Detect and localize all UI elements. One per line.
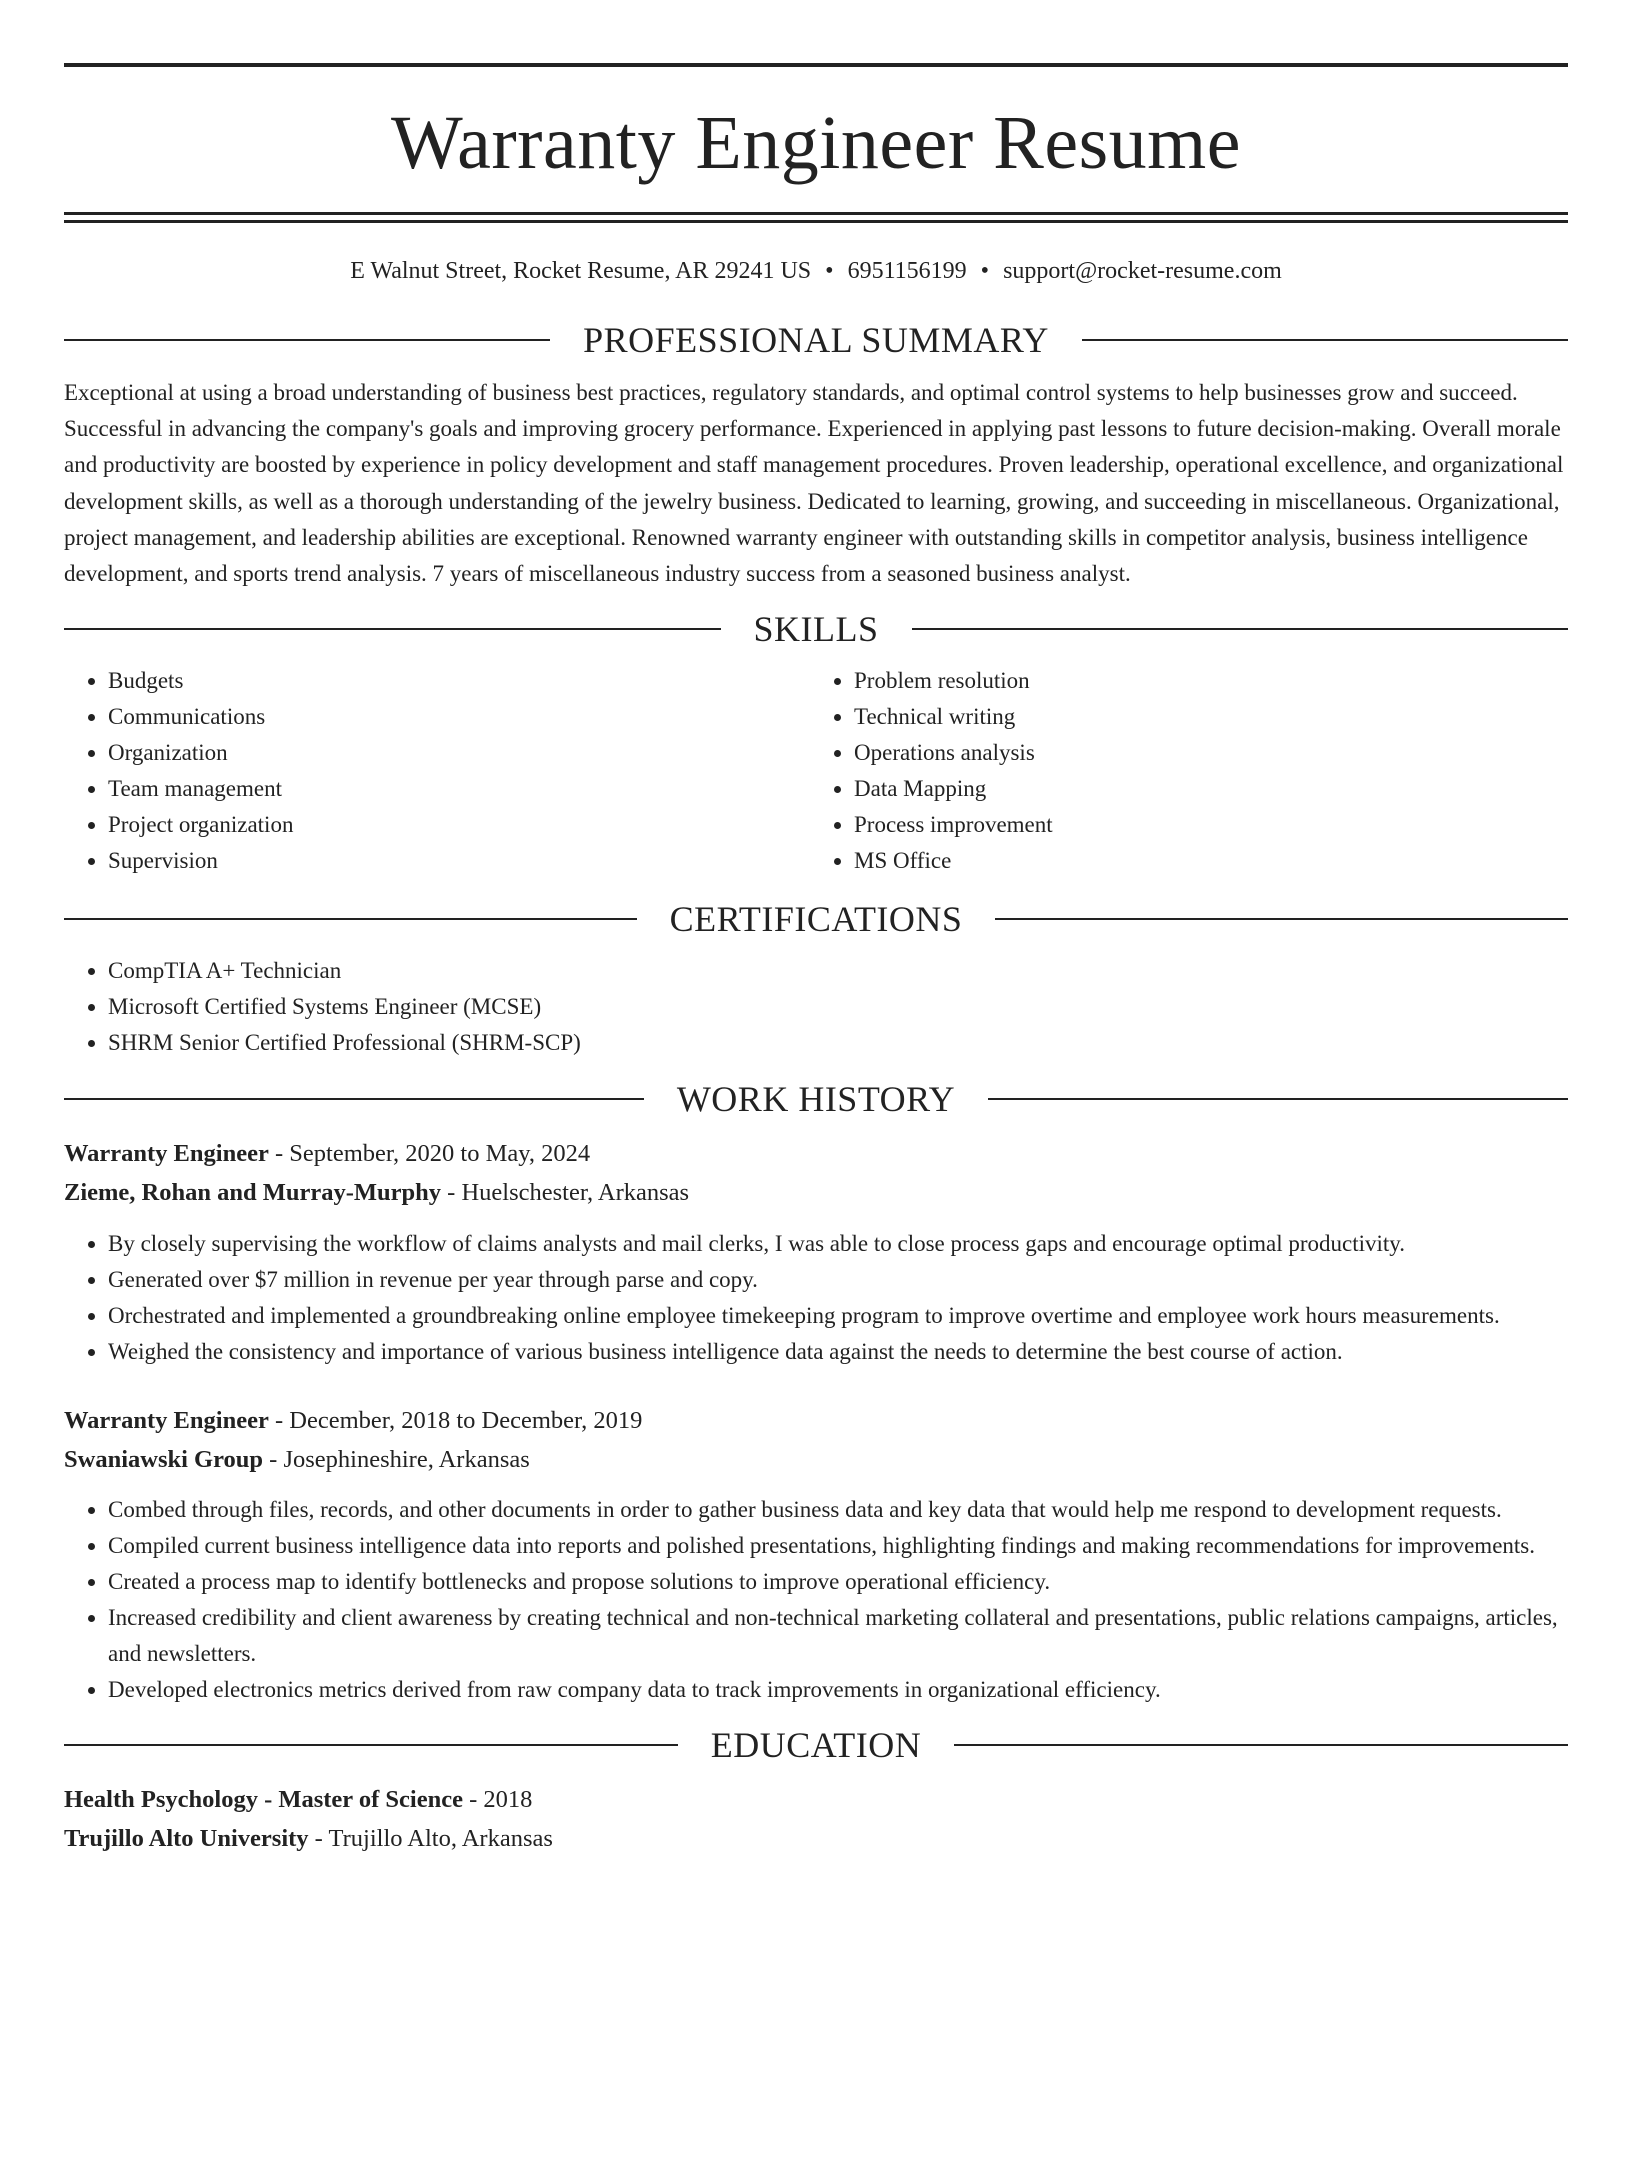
job-company: Zieme, Rohan and Murray-Murphy (64, 1178, 442, 1206)
job-location: Huelschester, Arkansas (461, 1178, 690, 1206)
skill-item: • Organization (108, 735, 816, 771)
skills-heading-label: SKILLS (753, 608, 879, 649)
skills-column-right (816, 663, 1568, 879)
heading-rule-right (988, 1098, 1568, 1100)
job-bullet: • Combed through files, records, and other documents in order to gather business data and key data that would help me respond to development requests. (108, 1492, 1568, 1528)
heading-rule-right (912, 628, 1569, 630)
job-dates: September, 2020 to May, 2024 (289, 1139, 591, 1167)
education-heading (64, 1724, 1568, 1765)
job-bullet: • Orchestrated and implemented a groundbreaking online employee timekeeping program to improve overtime and employee work hours measurements. (108, 1298, 1568, 1334)
job-title: Warranty Engineer (64, 1406, 269, 1434)
skill-item: • Technical writing (854, 699, 1568, 735)
heading-rule-left (64, 918, 637, 920)
heading-rule-left (64, 1744, 678, 1746)
job-bullets (64, 1226, 1568, 1370)
skills-heading (64, 608, 1568, 649)
contact-separator: • (825, 258, 834, 284)
heading-rule-left (64, 628, 721, 630)
job-entry (64, 1134, 1568, 1370)
skill-item: • Budgets (108, 663, 816, 699)
dash: - (268, 1406, 290, 1434)
heading-rule-right (995, 918, 1568, 920)
job-bullet: • Developed electronics metrics derived from raw company data to track improvements in organizational efficiency. (108, 1672, 1568, 1708)
skill-item: • Communications (108, 699, 816, 735)
education-entry (64, 1780, 1568, 1858)
title-double-rule (64, 212, 1568, 223)
resume-page (0, 63, 1632, 2175)
education-degree-line (64, 1780, 1568, 1819)
skill-item: • Operations analysis (854, 735, 1568, 771)
certification-item: • CompTIA A+ Technician (108, 953, 1568, 989)
summary-heading (64, 319, 1568, 360)
job-bullet: • Generated over $7 million in revenue per year through parse and copy. (108, 1262, 1568, 1298)
certifications-list (64, 953, 1568, 1061)
job-entry (64, 1401, 1568, 1708)
education-year: 2018 (483, 1785, 533, 1813)
job-company: Swaniawski Group (64, 1445, 264, 1473)
job-bullets (64, 1492, 1568, 1708)
skill-item: • MS Office (854, 843, 1568, 879)
heading-rule-left (64, 339, 550, 341)
job-location: Josephineshire, Arkansas (283, 1445, 530, 1473)
education-school: Trujillo Alto University (64, 1824, 309, 1852)
job-title-line (64, 1134, 1568, 1173)
job-title-line (64, 1401, 1568, 1440)
job-bullet: • Created a process map to identify bottlenecks and propose solutions to improve operational efficiency. (108, 1564, 1568, 1600)
dash: - (462, 1785, 484, 1813)
dash: - (268, 1139, 290, 1167)
summary-heading-label: PROFESSIONAL SUMMARY (583, 319, 1049, 360)
dash: - (441, 1178, 462, 1206)
dash: - (308, 1824, 329, 1852)
job-dates: December, 2018 to December, 2019 (289, 1406, 643, 1434)
education-school-line (64, 1819, 1568, 1858)
skill-item: • Project organization (108, 807, 816, 843)
summary-text: Exceptional at using a broad understanding of business best practices, regulatory standards, and optimal control systems to help businesses grow and succeed. Successful in advancing the company's goals and improving grocery performance. Experienced in applying past lessons to future decision-making. Overall morale and productivity are boosted by experience in policy development and staff management procedures. Proven leadership, operational excellence, and organizational development skills, as well as a thorough understanding of the jewelry business. Dedicated to learning, growing, and succeeding in miscellaneous. Organizational, project management, and leadership abilities are exceptional. Renowned warranty engineer with outstanding skills in competitor analysis, business intelligence development, and sports trend analysis. 7 years of miscellaneous industry success from a seasoned business analyst. (64, 379, 1564, 587)
work-history-heading-label: WORK HISTORY (676, 1078, 956, 1119)
certification-item: • Microsoft Certified Systems Engineer (MCSE) (108, 989, 1568, 1025)
job-company-line (64, 1440, 1568, 1479)
dash: - (263, 1445, 284, 1473)
contact-email[interactable]: support@rocket-resume.com (1003, 258, 1282, 284)
resume-title: Warranty Engineer Resume (390, 101, 1241, 185)
work-history-heading (64, 1078, 1568, 1119)
heading-rule-right (954, 1744, 1568, 1746)
education-location: Trujillo Alto, Arkansas (328, 1824, 553, 1852)
top-rule (64, 63, 1568, 67)
contact-line (64, 257, 1568, 286)
skill-item: • Problem resolution (854, 663, 1568, 699)
skill-item: • Team management (108, 771, 816, 807)
job-bullet: • By closely supervising the workflow of claims analysts and mail clerks, I was able to close process gaps and encourage optimal productivity. (108, 1226, 1568, 1262)
education-degree: Health Psychology - Master of Science (64, 1785, 463, 1813)
job-company-line (64, 1173, 1568, 1212)
job-bullet: • Weighed the consistency and importance of various business intelligence data against the needs to determine the best course of action. (108, 1334, 1568, 1370)
certifications-heading-label: CERTIFICATIONS (669, 898, 963, 939)
heading-rule-right (1082, 339, 1568, 341)
skill-item: • Supervision (108, 843, 816, 879)
skills-column-left (64, 663, 816, 879)
certification-item: • SHRM Senior Certified Professional (SHRM-SCP) (108, 1025, 1568, 1061)
heading-rule-left (64, 1098, 644, 1100)
skills-list (64, 663, 1568, 879)
contact-separator: • (980, 258, 990, 284)
job-bullet: • Increased credibility and client awareness by creating technical and non-technical marketing collateral and presentations, public relations campaigns, articles, and newsletters. (108, 1600, 1568, 1672)
education-heading-label: EDUCATION (710, 1724, 922, 1765)
skill-item: • Process improvement (854, 807, 1568, 843)
certifications-heading (64, 898, 1568, 939)
job-title: Warranty Engineer (64, 1139, 269, 1167)
contact-phone: 6951156199 (847, 258, 967, 284)
job-bullet: • Compiled current business intelligence data into reports and polished presentations, highlighting findings and making recommendations for improvements. (108, 1528, 1568, 1564)
contact-address: E Walnut Street, Rocket Resume, AR 29241 US (350, 258, 812, 284)
skill-item: • Data Mapping (854, 771, 1568, 807)
